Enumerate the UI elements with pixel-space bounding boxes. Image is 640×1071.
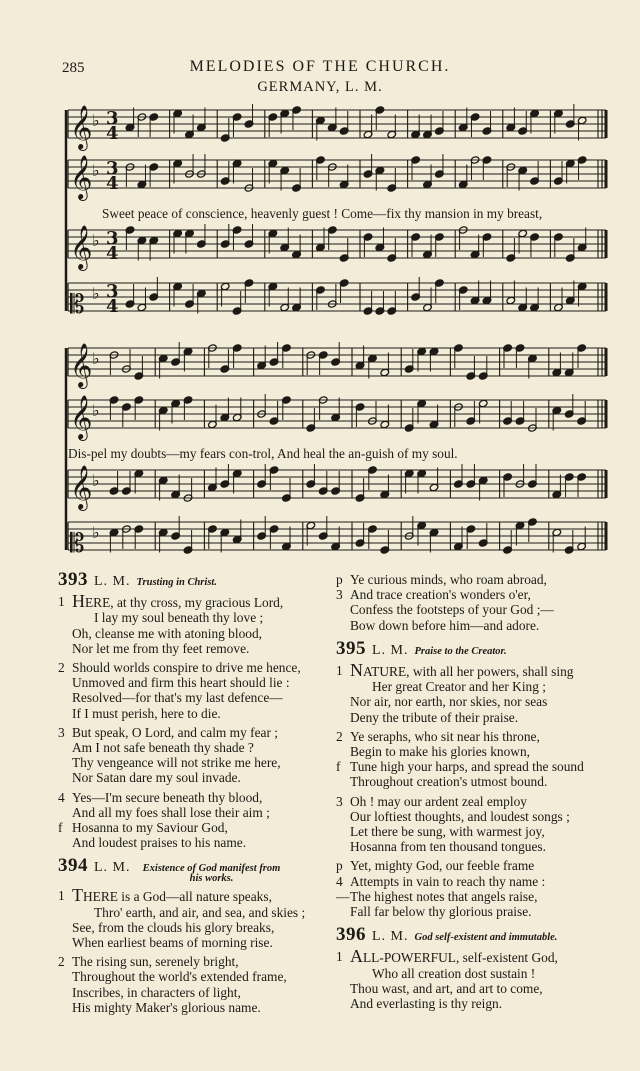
hymn-subject: Trusting in Christ. bbox=[136, 577, 217, 588]
stanza-marker: 1 bbox=[58, 888, 65, 904]
verse-line: Thy vengeance will not strike me here, bbox=[72, 755, 281, 771]
hymn-396-heading bbox=[336, 924, 618, 946]
verse-line: Ye seraphs, who sit near his throne, bbox=[350, 728, 540, 744]
hymn-subject: God self-existent and immutable. bbox=[414, 932, 558, 944]
stanza bbox=[336, 946, 618, 1012]
stanza-marker: — bbox=[336, 888, 350, 904]
verse-line: Inscribes, in characters of light, bbox=[72, 984, 241, 1000]
hymn-number: 393 bbox=[58, 569, 88, 590]
treble-clef-icon: 𝄞 bbox=[70, 105, 93, 149]
verse-line: Should worlds conspire to drive me hence, bbox=[72, 660, 301, 676]
stanza bbox=[58, 954, 332, 1015]
stanza bbox=[58, 725, 332, 786]
verse-line: And trace creation's wonders o'er, bbox=[350, 587, 531, 603]
stanza-marker: 3 bbox=[58, 724, 65, 740]
hymn-number: 396 bbox=[336, 924, 366, 946]
verse-line: Begin to make his glories known, bbox=[350, 744, 531, 760]
drop-cap: A bbox=[350, 946, 363, 967]
c-clef-icon: 𝄡 bbox=[70, 529, 85, 559]
c-clef-icon: 𝄡 bbox=[70, 290, 85, 320]
verse-line: Who all creation dost sustain ! bbox=[372, 965, 536, 981]
verse-line: Resolved—for that's my last defence— bbox=[72, 690, 283, 706]
flat-icon: ♭ bbox=[92, 523, 100, 542]
hymn-meter: L. M. bbox=[94, 574, 131, 589]
verse-line: When earliest beams of morning rise. bbox=[72, 935, 273, 951]
stanza-marker: 4 bbox=[58, 789, 65, 805]
verse-line: HERE is a God—all nature speaks, bbox=[83, 889, 272, 905]
verse-line: Am I not safe beneath thy shade ? bbox=[72, 740, 254, 756]
stanza bbox=[58, 660, 332, 721]
stanza-marker: 2 bbox=[58, 954, 65, 970]
verse-line: Ye curious minds, who roam abroad, bbox=[350, 572, 547, 587]
verse-line: I lay my soul beneath thy love ; bbox=[94, 610, 264, 626]
verse-line: Unmoved and firm this heart should lie : bbox=[72, 675, 290, 691]
stanza-marker: 1 bbox=[336, 663, 343, 679]
time-signature-bottom: 4 bbox=[106, 243, 119, 264]
verse-line: Yet, mighty God, our feeble frame bbox=[350, 858, 535, 874]
time-signature-top: 3 bbox=[106, 158, 119, 179]
verse-line: Tune high your harps, and spread the sound bbox=[350, 759, 584, 775]
stanza bbox=[336, 759, 618, 789]
verse-line: His mighty Maker's glorious name. bbox=[72, 999, 261, 1015]
stanza-continued bbox=[336, 572, 618, 633]
verse-line: Throughout creation's utmost bound. bbox=[350, 774, 548, 790]
treble-clef-icon: 𝄞 bbox=[70, 343, 93, 387]
stanza-marker: 2 bbox=[336, 728, 343, 744]
stanza-marker: p 3 bbox=[336, 572, 343, 603]
verse-line: LL-POWERFUL, self-existent God, bbox=[363, 950, 558, 966]
flat-icon: ♭ bbox=[92, 231, 100, 250]
verse-line: ATURE, with all her powers, shall sing bbox=[363, 664, 574, 680]
drop-cap: H bbox=[72, 591, 85, 612]
left-column bbox=[58, 566, 332, 1015]
verse-line: But speak, O Lord, and calm my fear ; bbox=[72, 724, 279, 740]
drop-cap: T bbox=[72, 885, 83, 906]
verse-line: Nor air, nor earth, nor skies, nor seas bbox=[350, 694, 548, 710]
hymn-subject: Praise to the Creator. bbox=[414, 645, 507, 657]
running-title: MELODIES OF THE CHURCH. bbox=[189, 58, 451, 75]
time-signature-top: 3 bbox=[106, 108, 119, 129]
right-column bbox=[336, 572, 618, 1011]
hymn-meter: L. M. bbox=[372, 642, 409, 658]
time-signature-bottom: 4 bbox=[106, 173, 119, 194]
verse-line: Confess the footsteps of your God ;— bbox=[350, 602, 554, 618]
verse-line: Bow down before him—and adore. bbox=[350, 617, 540, 633]
verse-line: If I must perish, here to die. bbox=[72, 705, 221, 721]
treble-clef-icon: 𝄞 bbox=[70, 465, 93, 509]
lyric-line-1: Sweet peace of conscience, heavenly guest ! Come—fix thy mansion in my breast, bbox=[102, 206, 543, 221]
flat-icon: ♭ bbox=[92, 161, 100, 180]
time-signature-bottom: 4 bbox=[106, 296, 119, 317]
hymn-meter: L. M. bbox=[372, 929, 409, 945]
treble-clef-icon: 𝄞 bbox=[70, 225, 93, 269]
verse-line: Thou wast, and art, and art to come, bbox=[350, 980, 543, 996]
stanza-marker: 1 bbox=[58, 594, 65, 610]
verse-line: And everlasting is thy reign. bbox=[350, 996, 503, 1012]
verse-line: Deny the tribute of their praise. bbox=[350, 709, 519, 725]
verse-line: Oh, cleanse me with atoning blood, bbox=[72, 625, 263, 641]
verse-line: ERE, at thy cross, my gracious Lord, bbox=[85, 595, 284, 611]
hymn-394-heading bbox=[58, 855, 332, 885]
flat-icon: ♭ bbox=[92, 471, 100, 490]
page-number: 285 bbox=[62, 60, 85, 76]
verse-line: And all my foes shall lose their aim ; bbox=[72, 804, 270, 820]
time-signature-top: 3 bbox=[106, 281, 119, 302]
verse-line: Thro' earth, and air, and sea, and skies ; bbox=[94, 904, 306, 920]
stanza bbox=[336, 889, 618, 919]
stanza bbox=[336, 660, 618, 725]
stanza-marker: p 4 bbox=[336, 858, 343, 889]
drop-cap: N bbox=[350, 660, 363, 681]
verse-line: Attempts in vain to reach thy name : bbox=[350, 873, 546, 889]
time-signature-bottom: 4 bbox=[106, 123, 119, 144]
verse-line: Yes—I'm secure beneath thy blood, bbox=[72, 789, 263, 805]
hymn-meter: L. M. bbox=[94, 860, 131, 876]
stanza bbox=[336, 794, 618, 855]
flat-icon: ♭ bbox=[92, 401, 100, 420]
stanza-marker: 1 bbox=[336, 949, 343, 965]
verse-line: Nor let me from thy feet remove. bbox=[72, 640, 250, 656]
verse-line: See, from the clouds his glory breaks, bbox=[72, 919, 275, 935]
flat-icon: ♭ bbox=[92, 111, 100, 130]
flat-icon: ♭ bbox=[92, 284, 100, 303]
verse-line: Nor Satan dare my soul invade. bbox=[72, 770, 241, 786]
hymn-number: 394 bbox=[58, 855, 88, 877]
time-signature-top: 3 bbox=[106, 228, 119, 249]
stanza bbox=[58, 790, 332, 820]
treble-clef-icon: 𝄞 bbox=[70, 155, 93, 199]
verse-line: Let there be sung, with warmest joy, bbox=[350, 824, 545, 840]
stanza bbox=[58, 820, 332, 850]
verse-line: Hosanna from ten thousand tongues. bbox=[350, 839, 546, 855]
hymn-395-heading bbox=[336, 637, 618, 659]
stanza-marker: f bbox=[336, 759, 341, 775]
stanza bbox=[336, 858, 618, 888]
verse-line: Hosanna to my Saviour God, bbox=[72, 820, 228, 836]
verse-line: Our loftiest thoughts, and loudest songs ; bbox=[350, 808, 570, 824]
verse-line: Throughout the world's extended frame, bbox=[72, 969, 287, 985]
flat-icon: ♭ bbox=[92, 349, 100, 368]
lyric-line-2: Dis-pel my doubts—my fears con-trol, And heal the an-guish of my soul. bbox=[68, 446, 458, 461]
stanza-marker: 3 bbox=[336, 793, 343, 809]
hymn-subject: Existence of God manifest from his works. bbox=[142, 863, 281, 885]
hymn-number: 395 bbox=[336, 637, 366, 659]
stanza bbox=[58, 885, 332, 951]
verse-line: Her great Creator and her King ; bbox=[372, 679, 547, 695]
verse-line: And loudest praises to his name. bbox=[72, 835, 247, 851]
tune-title: GERMANY, L. M. bbox=[257, 79, 383, 95]
treble-clef-icon: 𝄞 bbox=[70, 395, 93, 439]
stanza-marker: f bbox=[58, 820, 63, 836]
verse-line: The highest notes that angels raise, bbox=[350, 888, 538, 904]
verse-line: Oh ! may our ardent zeal employ bbox=[350, 793, 527, 809]
verse-line: Fall far below thy glorious praise. bbox=[350, 904, 532, 920]
stanza bbox=[58, 591, 332, 656]
stanza-marker: 2 bbox=[58, 660, 65, 676]
verse-line: The rising sun, serenely bright, bbox=[72, 954, 239, 970]
hymn-393-heading bbox=[58, 569, 332, 590]
stanza bbox=[336, 729, 618, 759]
